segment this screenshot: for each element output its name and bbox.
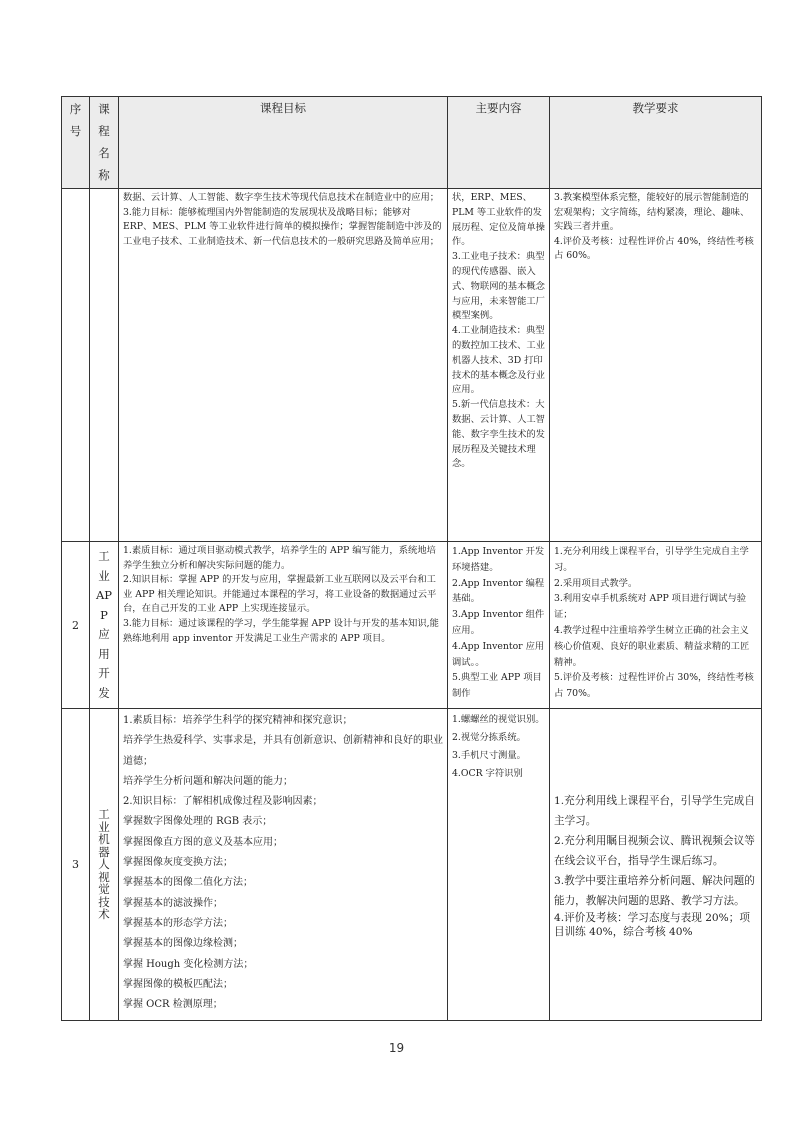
requirement-item: 3.利用安卓手机系统对 APP 项目进行调试与验证； bbox=[554, 593, 747, 621]
course-name-char: 视 bbox=[98, 869, 110, 884]
header-name-char: 名 bbox=[98, 146, 110, 160]
course-name-char: 业 bbox=[98, 819, 110, 834]
row-content bbox=[448, 542, 550, 709]
goal-item: 培养学生热爱科学、实事求是，并具有创新意识、创新精神和良好的职业道德； bbox=[123, 735, 443, 767]
course-name-char: 用 bbox=[98, 646, 110, 661]
goal-item: 2.知识目标：掌握 APP 的开发与应用，掌握最新工业互联网以及云平台和工业 APP 相关理论知识。并能通过本课程的学习，将工业设备的数据通过云平台，在自己开发的工业 APP 上实现连接显示。 bbox=[123, 574, 437, 615]
content-item: 1.App Inventor 开发环境搭建。 bbox=[452, 546, 545, 573]
requirement-item: 4.教学过程中注重培养学生树立正确的社会主义核心价值观、良好的职业素质、精益求精的工匠精神。 bbox=[554, 624, 750, 668]
row-goals bbox=[119, 542, 448, 709]
course-name-char: AP bbox=[95, 588, 113, 602]
header-row bbox=[62, 97, 762, 189]
requirement-item: 5.评价及考核：过程性评价占 30%，终结性考核占 70%。 bbox=[554, 672, 754, 700]
course-name-char: 业 bbox=[98, 568, 110, 583]
course-name-char: 机 bbox=[98, 832, 110, 847]
requirement-item: 2.采用项目式教学。 bbox=[554, 577, 638, 589]
row-course-name bbox=[90, 542, 119, 709]
requirement-item: 3.教学中要注重培养分析问题、解决问题的能力，教解决问题的思路、教学习方法。 bbox=[554, 874, 755, 907]
row-goals bbox=[119, 709, 448, 1021]
content-item: 4.OCR 字符识别 bbox=[452, 768, 523, 779]
header-name-char: 称 bbox=[98, 168, 110, 182]
row-requirements bbox=[550, 189, 762, 542]
course-name-char: 工 bbox=[98, 807, 110, 822]
table-row bbox=[62, 709, 762, 1021]
content-item: 2.视觉分拣系统。 bbox=[452, 732, 526, 743]
requirement-item: 3.教案模型体系完整，能较好的展示智能制造的宏观架构；文字简练，结构紧凑，理论、趣味、实践三者并重。 bbox=[554, 192, 750, 233]
header-content: 主要内容 bbox=[448, 97, 550, 189]
goal-item: 掌握基本的图像边缘检测； bbox=[123, 938, 243, 950]
header-requirements: 教学要求 bbox=[550, 97, 762, 189]
header-seq bbox=[62, 97, 90, 189]
row-content bbox=[448, 709, 550, 1021]
goal-item: 3.能力目标：能够梳理国内外智能制造的发展现状及战略目标；能够对 ERP、MES、PLM 等工业软件进行简单的模拟操作；掌握智能制造中涉及的工业电子技术、工业制造技术、新一代信息技术的一般研究思路及简单应用； bbox=[123, 206, 442, 247]
header-goals: 课程目标 bbox=[119, 97, 448, 189]
course-name-char: 技 bbox=[98, 894, 110, 909]
requirement-item: 4.评价及考核：学习态度与表现 20%；项目训练 40%，综合考核 40% bbox=[554, 911, 750, 938]
goal-item: 掌握 Hough 变化检测方法； bbox=[123, 958, 254, 970]
header-seq-char: 序 bbox=[69, 102, 82, 116]
course-name-char: 觉 bbox=[98, 882, 110, 897]
goal-item: 培养学生分析问题和解决问题的能力； bbox=[123, 775, 293, 787]
header-seq-char: 号 bbox=[69, 124, 82, 138]
course-name-char: 器 bbox=[98, 844, 110, 859]
goal-item: 掌握基本的滤波操作； bbox=[123, 897, 223, 909]
goal-item: 掌握 OCR 检测原理； bbox=[123, 999, 223, 1011]
row-course-name bbox=[90, 189, 119, 542]
content-item: 状，ERP、MES、PLM 等工业软件的发展历程、定位及简单操作。 bbox=[452, 192, 545, 248]
goal-item: 1.素质目标：培养学生科学的探究精神和探究意识； bbox=[123, 715, 353, 726]
content-item: 4.App Inventor 应用调试。。 bbox=[452, 640, 545, 668]
course-name-char: P bbox=[100, 607, 108, 622]
content-item: 3.App Inventor 组件应用。 bbox=[452, 609, 545, 636]
goal-item: 3.能力目标：通过该课程的学习，学生能掌握 APP 设计与开发的基本知识,能熟练地利用 app inventor 开发满足工业生产需求的 APP 项目。 bbox=[123, 617, 439, 644]
course-name-char: 术 bbox=[98, 907, 110, 922]
content-item: 1.螺螺丝的视觉识别。 bbox=[452, 714, 545, 725]
table-row bbox=[62, 542, 762, 709]
header-name-char: 程 bbox=[98, 124, 110, 138]
row-content bbox=[448, 189, 550, 542]
requirement-item: 4.评价及考核：过程性评价占 40%，终结性考核占 60%。 bbox=[554, 235, 754, 262]
row-requirements bbox=[550, 542, 762, 709]
course-table bbox=[61, 96, 762, 1021]
course-name-char: 发 bbox=[98, 685, 110, 700]
course-name-char: 工 bbox=[98, 549, 110, 563]
requirement-item: 1.充分利用线上课程平台，引导学生完成自主学习。 bbox=[554, 794, 755, 827]
row-seq: 2 bbox=[62, 542, 90, 709]
row-course-name bbox=[90, 709, 119, 1021]
goal-item: 1.素质目标：通过项目驱动模式教学，培养学生的 APP 编写能力，系统地培养学生独立分析和解决实际问题的能力。 bbox=[123, 545, 436, 571]
course-name-char: 应 bbox=[98, 627, 110, 641]
course-name-char: 开 bbox=[98, 666, 110, 680]
requirement-item: 2.充分利用瞩目视频会议、腾讯视频会议等在线会议平台，指导学生课后练习。 bbox=[554, 834, 755, 867]
content-item: 5.新一代信息技术：大数据、云计算、人工智能、数字孪生技术的发展历程及关键技术理念。 bbox=[452, 399, 545, 470]
goal-item: 掌握图像灰度变换方法； bbox=[123, 857, 233, 869]
page-number: 19 bbox=[388, 1041, 405, 1055]
goal-item: 掌握数字图像处理的 RGB 表示； bbox=[123, 816, 273, 828]
content-item: 3.手机尺寸测量。 bbox=[452, 750, 526, 761]
row-goals bbox=[119, 189, 448, 542]
course-name-char: 人 bbox=[98, 857, 110, 872]
goal-item: 2.知识目标：了解相机成像过程及影响因素； bbox=[123, 796, 323, 808]
row-seq bbox=[62, 189, 90, 542]
requirement-item: 1.充分利用线上课程平台，引导学生完成自主学习。 bbox=[554, 546, 749, 573]
row-seq: 3 bbox=[62, 709, 90, 1021]
goal-item: 掌握基本的图像二值化方法； bbox=[123, 877, 253, 889]
header-course-name bbox=[90, 97, 119, 189]
goal-item: 掌握图像的模板匹配法； bbox=[123, 978, 233, 990]
goal-item: 掌握基本的形态学方法； bbox=[123, 917, 233, 929]
content-item: 5.典型工业 APP 项目制作 bbox=[452, 672, 542, 700]
content-item: 4.工业制造技术：典型的数控加工技术、工业机器人技术、3D 打印技术的基本概念及行业应用。 bbox=[452, 325, 545, 396]
goal-item: 数据、云计算、人工智能、数字孪生技术等现代信息技术在制造业中的应用； bbox=[123, 192, 440, 203]
table-row bbox=[62, 189, 762, 542]
goal-item: 掌握图像直方图的意义及基本应用； bbox=[123, 836, 283, 848]
header-name-char: 课 bbox=[98, 102, 110, 116]
content-item: 3.工业电子技术：典型的现代传感器、嵌入式、物联网的基本概念与应用，未来智能工厂模型案例。 bbox=[452, 251, 545, 322]
row-requirements bbox=[550, 709, 762, 1021]
content-item: 2.App Inventor 编程基础。 bbox=[452, 577, 545, 605]
